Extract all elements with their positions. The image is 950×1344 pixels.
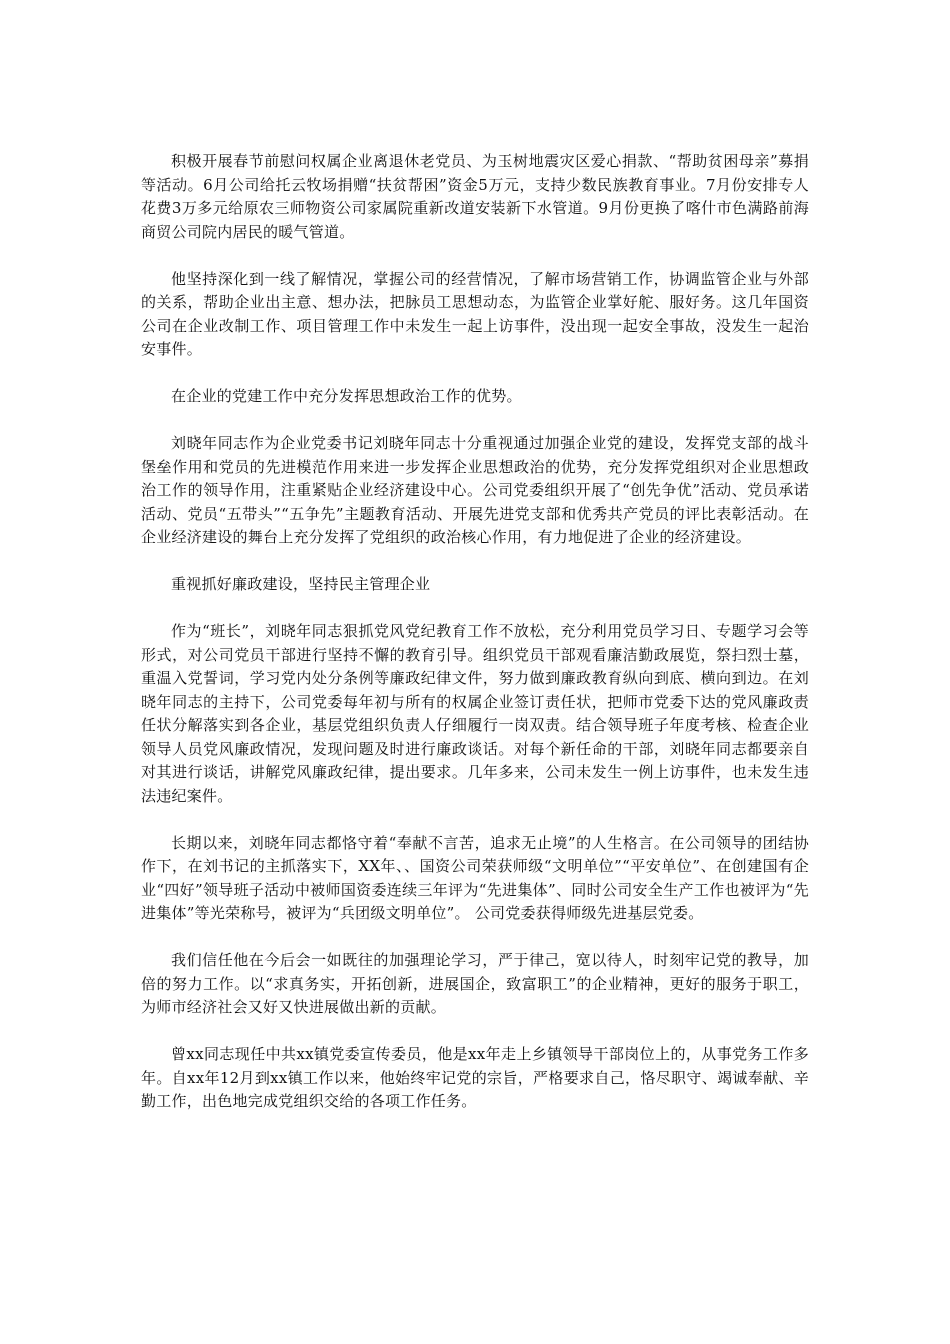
- paragraph-spacer: [141, 362, 809, 386]
- paragraph-7: 曾xx同志现任中共xx镇党委宣传委员，他是xx年走上乡镇领导干部岗位上的，从事党务工作多年。自xx年12月到xx镇工作以来，他始终牢记党的宗旨，严格要求自己，恪尽职守、竭诚奉献、辛勤工作，出色地完成党组织交给的各项工作任务。: [141, 1045, 809, 1110]
- paragraph-spacer: [141, 597, 809, 621]
- paragraph-2: 他坚持深化到一线了解情况，掌握公司的经营情况，了解市场营销工作，协调监管企业与外部的关系，帮助企业出主意、想办法，把脉员工思想动态，为监管企业掌好舵、服好务。这几年国资公司在企业改制工作、项目管理工作中未发生一起上访事件，没出现一起安全事故，没发生一起治安事件。: [141, 269, 809, 358]
- paragraph-spacer: [141, 1020, 809, 1044]
- paragraph-1: 积极开展春节前慰问权属企业离退休老党员、为玉树地震灾区爱心捐款、“帮助贫困母亲”募捐等活动。6月公司给托云牧场捐赠“扶贫帮困”资金5万元，支持少数民族教育事业。7月份安排专人花费3万多元给原农三师物资公司家属院重新改道安装新下水管道。9月份更换了喀什市色满路前海商贸公司院内居民的暖气管道。: [141, 152, 809, 241]
- document-body: [141, 150, 809, 1114]
- section-heading-1: 在企业的党建工作中充分发挥思想政治工作的优势。: [171, 387, 522, 405]
- paragraph-spacer: [141, 926, 809, 950]
- paragraph-spacer: [141, 808, 809, 832]
- paragraph-5: 长期以来，刘晓年同志都恪守着“奉献不言苦，追求无止境”的人生格言。在公司领导的团结协作下，在刘书记的主抓落实下，XX年、、国资公司荣获师级“文明单位”“平安单位”、在创建国有企业“四好”领导班子活动中被师国资委连续三年评为“先进集体”、同时公司安全生产工作也被评为“先进集体”等光荣称号，被评为“兵团级文明单位”。 公司党委获得师级先进基层党委。: [141, 833, 809, 922]
- paragraph-4: 作为“班长”，刘晓年同志狠抓党风党纪教育工作不放松，充分利用党员学习日、专题学习会等形式，对公司党员干部进行坚持不懈的教育引导。组织党员干部观看廉洁勤政展览，祭扫烈士墓，重温入党誓词，学习党内处分条例等廉政纪律文件，努力做到廉政教育纵向到底、横向到边。在刘晓年同志的主持下，公司党委每年初与所有的权属企业签订责任状，把师市党委下达的党风廉政责任状分解落实到各企业，基层党组织负责人仔细履行一岗双责。结合领导班子年度考核、检查企业领导人员党风廉政情况，发现问题及时进行廉政谈话。对每个新任命的干部，刘晓年同志都要亲自对其进行谈话，讲解党风廉政纪律，提出要求。几年多来，公司未发生一例上访事件，也未发生违法违纪案件。: [141, 622, 809, 805]
- paragraph-spacer: [141, 409, 809, 433]
- paragraph-6: 我们信任他在今后会一如既往的加强理论学习，严于律己，宽以待人，时刻牢记党的教导，加倍的努力工作。以“求真务实，开拓创新，进展国企，致富职工”的企业精神，更好的服务于职工，为师市经济社会又好又快进展做出新的贡献。: [141, 951, 809, 1016]
- section-heading-2: 重视抓好廉政建设，坚持民主管理企业: [171, 575, 431, 593]
- paragraph-spacer: [141, 550, 809, 574]
- paragraph-3: 刘晓年同志作为企业党委书记刘晓年同志十分重视通过加强企业党的建设，发挥党支部的战斗堡垒作用和党员的先进模范作用来进一步发挥企业思想政治的优势，充分发挥党组织对企业思想政治工作的领导作用，注重紧贴企业经济建设中心。公司党委组织开展了“创先争优”活动、党员承诺活动、党员“五带头”“五争先”主题教育活动、开展先进党支部和优秀共产党员的评比表彰活动。在企业经济建设的舞台上充分发挥了党组织的政治核心作用，有力地促进了企业的经济建设。: [141, 434, 809, 546]
- paragraph-spacer: [141, 244, 809, 268]
